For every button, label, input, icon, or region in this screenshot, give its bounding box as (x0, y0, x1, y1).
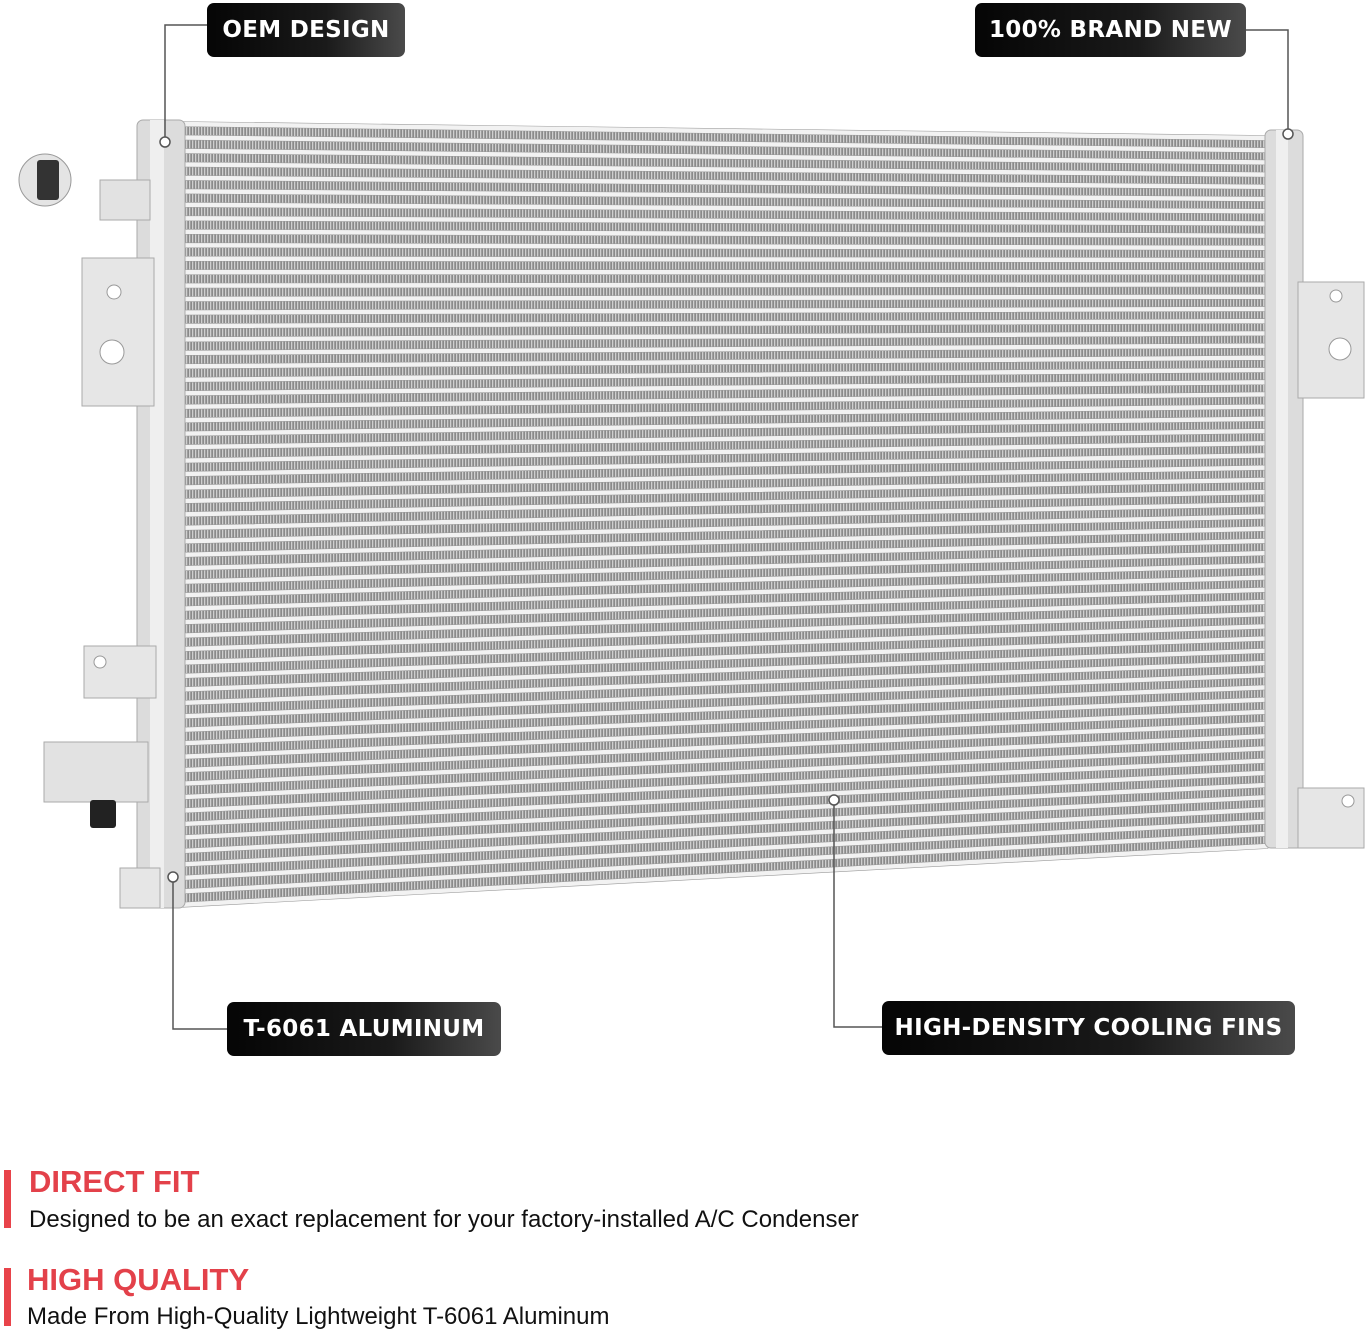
feature-title: DIRECT FIT (29, 1164, 200, 1199)
condenser-tube (178, 282, 1268, 288)
accent-bar (4, 1170, 11, 1228)
feature-description: Designed to be an exact replacement for your factory-installed A/C Condenser (29, 1206, 859, 1233)
right-header-tank (1265, 130, 1364, 848)
condenser-tube (178, 270, 1268, 275)
feature-title: HIGH QUALITY (27, 1262, 250, 1297)
accent-bar (4, 1268, 11, 1326)
condenser-core (178, 122, 1268, 908)
callout-oem-design: OEM DESIGN (207, 3, 405, 57)
callout-aluminum: T-6061 ALUMINUM (227, 1002, 501, 1056)
callout-cooling-fins: HIGH-DENSITY COOLING FINS (882, 1001, 1295, 1055)
callout-brand-new: 100% BRAND NEW (975, 3, 1246, 57)
condenser-tube (178, 256, 1268, 262)
feature-description: Made From High-Quality Lightweight T-6061 Aluminum (27, 1303, 610, 1330)
